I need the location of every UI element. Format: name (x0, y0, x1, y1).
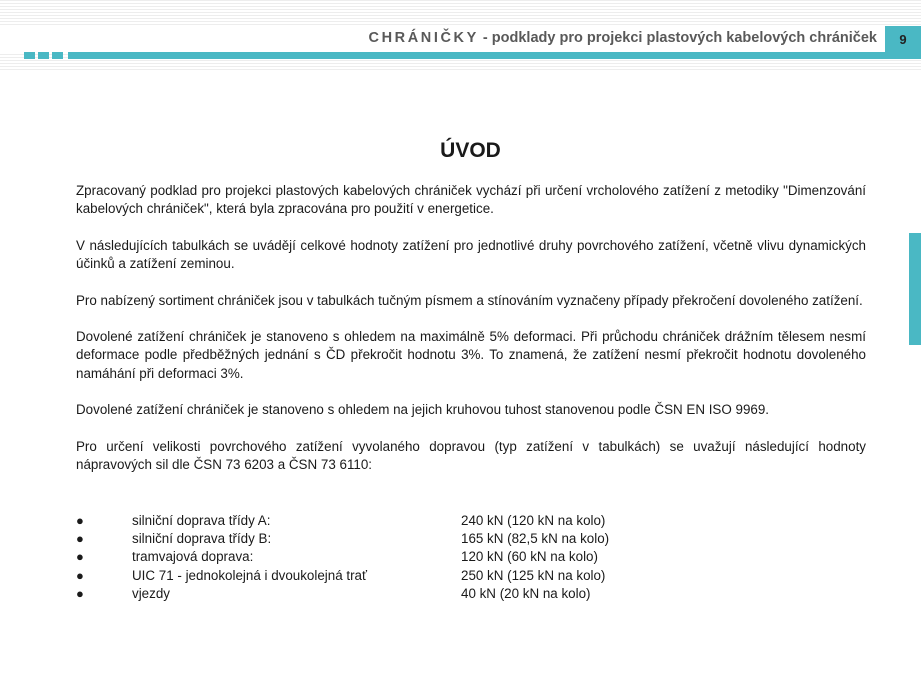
paragraph: V následujících tabulkách se uvádějí celkové hodnoty zatížení pro jednotlivé druhy povrchového zatížení, včetně vlivu dynamických účinků a zatížení zeminou. (76, 237, 866, 272)
paragraph: Dovolené zatížení chrániček je stanoveno s ohledem na jejich kruhovou tuhost stanovenou podle ČSN EN ISO 9969. (76, 402, 770, 418)
load-value: 165 kN (82,5 kN na kolo) (461, 531, 610, 547)
header-decor-blocks (24, 52, 63, 59)
paragraph: Pro určení velikosti povrchového zatížení vyvolaného dopravou (typ zatížení v tabulkách) se uvažují následující hodnoty nápravových sil dle ČSN 73 6203 a ČSN 73 6110: (76, 438, 866, 472)
paragraph: Dovolené zatížení chrániček je stanoveno s ohledem na maximálně 5% deformaci. Při průchodu chrániček drážním tělesem nesmí deformace podle předběžných jednání s ČD překročit hodnotu 3%. To znamená, že zatížení nesmí překročit hodnotu dovoleného namáhání při deformaci 3%. (76, 329, 866, 381)
header-brand: CHRÁNIČKY (368, 30, 479, 46)
load-label: vjezdy (132, 585, 170, 601)
load-value: 120 kN (60 kN na kolo) (461, 549, 598, 565)
bullet-icon: ● (76, 513, 84, 528)
list-item (76, 512, 866, 530)
side-tab-marker (909, 233, 921, 345)
load-value: 250 kN (125 kN na kolo) (461, 567, 606, 583)
header-accent-line (68, 52, 921, 59)
paragraph: Zpracovaný podklad pro projekci plastových kabelových chrániček vychází při určení vrcholového zatížení z metodiky "Dimenzování kabelových chrániček", která byla zpracována pro použití v energetice. (76, 183, 866, 217)
load-label: tramvajová doprava: (132, 549, 254, 565)
load-label: silniční doprava třídy A: (132, 513, 271, 528)
load-label: UIC 71 - jednokolejná i dvoukolejná trať (132, 567, 368, 583)
list-item (76, 548, 866, 566)
bullet-icon: ● (76, 567, 84, 583)
header-subtitle: - podklady pro projekci plastových kabelových chrániček (478, 30, 877, 46)
list-item (76, 530, 866, 548)
paragraph: Pro nabízený sortiment chrániček jsou v tabulkách tučným písmem a stínováním vyznačeny případy překročení dovoleného zatížení. (76, 292, 863, 308)
bullet-icon: ● (76, 585, 84, 601)
load-value: 240 kN (120 kN na kolo) (461, 513, 606, 528)
load-label: silniční doprava třídy B: (132, 531, 272, 547)
load-value: 40 kN (20 kN na kolo) (461, 585, 591, 601)
axle-load-list (76, 512, 866, 603)
body-text (76, 182, 866, 492)
document-header (369, 30, 878, 46)
list-item (76, 585, 866, 603)
page-number: 9 (885, 26, 921, 52)
bullet-icon: ● (76, 531, 84, 547)
page-title: ÚVOD (440, 139, 501, 162)
list-item (76, 567, 866, 585)
bullet-icon: ● (76, 549, 84, 565)
